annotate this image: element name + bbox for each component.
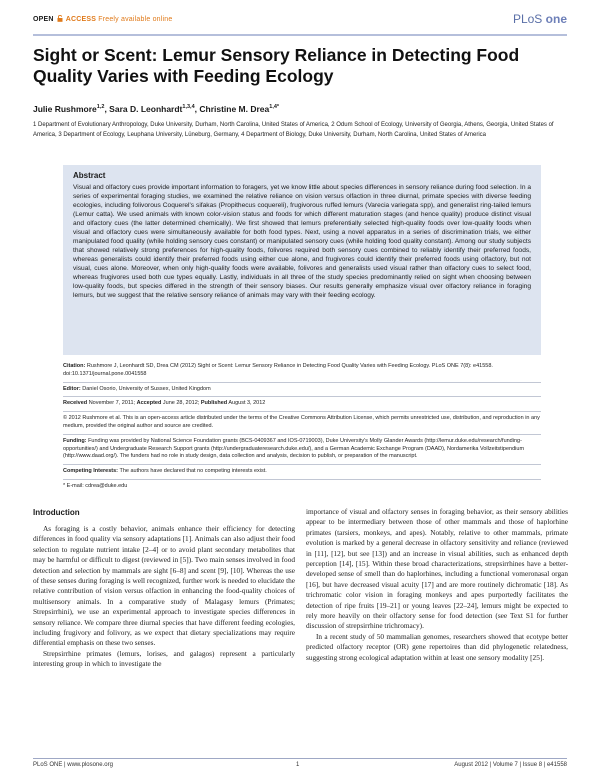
introduction-heading: Introduction [33, 508, 80, 517]
body-column-left [33, 524, 295, 670]
author-affil-sup: 1,4* [269, 104, 280, 111]
header-rule [33, 34, 567, 36]
email-block [63, 480, 541, 494]
copyright-block [63, 412, 541, 435]
editor-text: Daniel Osorio, University of Sussex, United Kingdom [82, 385, 211, 392]
logo-one-text: one [545, 12, 567, 26]
body-paragraph: importance of visual and olfactory senses in foraging behavior, as their sensory abilities appear to be intermediary between those of other mammals and those of haplorhine primates (tarsiers, monkeys, and apes). Notably, relative to other mammals, primate evolution is marked by a general decrease in olfactory sensitivity and reliance (reviewed in [11], [12], but see [13]) and an increase in visual abilities, such as enhanced depth perception [14], [15]. Within these broad characterizations, strepsirrhines have a better-developed sense of smell than do haplorhines, including a functional vomeronasal organ [16], but have decreased visual acuity [17] and are more routinely dichromatic [18]. As trichromatic color vision in foraging monkeys and apes purportedly facilitates the detection of ripe fruits [19–21] or young leaves [22–24], lemurs might be expected to rely more heavily on their olfactory sense for food detection (see Text S1 for further discussion of strepsirrhine trichromacy). [306, 507, 568, 631]
competing-interests-label: Competing Interests: [63, 468, 119, 475]
accepted-label: Accepted [136, 400, 162, 407]
access-label: ACCESS [65, 16, 97, 23]
copyright-text: © 2012 Rushmore et al. This is an open-access article distributed under the terms of the Creative Commons Attribution License, which permits unrestricted use, distribution, and reproduction in any medium, provided the original author and source are credited. [63, 415, 540, 429]
editor-label: Editor: [63, 385, 81, 392]
abstract-box [63, 165, 541, 355]
logo-plos-text: PLoS [512, 12, 543, 26]
funding-text: Funding was provided by National Science Foundation grants (BCS-0409367 and IOS-0719003), Duke University's Molly Glander Awards (http://lemur.duke.edu/research/funding-opportunities/) and Undergraduate Research Support grants (http://undergraduateresearch.duke.edu/), and a German Academic Exchange Program (DAAD), Nordamerika Vollzeitstipendium (http://www.daad.org/). The funders had no role in study design, data collection and analysis, decision to publish, or preparation of the manuscript. [63, 437, 525, 460]
author-affil-sup: 1,3,4 [182, 104, 195, 111]
plos-one-logo [513, 12, 567, 26]
open-label: OPEN [33, 16, 54, 23]
body-paragraph: As foraging is a costly behavior, animals enhance their efficiency for detecting differences in food quality via sensory adaptations [1]. Animals can also adjust their food selection to regulate nutrient intake [2–4] or to avoid plant secondary metabolites that may be harmful or difficult to digest (reviewed in [5]). Two main senses involved in food detection and selection by mammals are sight [6–8] and scent [9], [10]. Whereas the use of these senses during foraging is well recognized, further work is needed to elucidate the relative contribution of vision versus olfaction in enhancing the food-quality choices of multisensory animals. In a comparative study of Malagasy lemurs (Primates; Strepsirrhini), we use an experimental approach to investigate species differences in sensory reliance. We compare three diurnal species that have different feeding ecologies, including frugivory and folivory, as we expect that dietary specializations may require differential emphasis on these two senses. [33, 524, 295, 648]
published-date: August 3, 2012 [228, 400, 266, 407]
author-name: Christine M. Drea [199, 104, 270, 114]
competing-interests-block [63, 465, 541, 480]
abstract-text: Visual and olfactory cues provide important information to foragers, yet we know little about species differences in sensory reliance during food selection. In a series of experimental foraging studies, we examined the relative reliance on vision versus olfaction in three diurnal, primate species with diverse feeding ecologies, including folivorous Coquerel's sifakas (Propithecus coquereli), frugivorous ruffed lemurs (Varecia variegata spp), and generalist ring-tailed lemurs (Lemur catta). We used animals with known color-vision status and foods for which different maturation stages (and hence quality) produce distinct visual and olfactory cues (the latter determined chemically). We first showed that lemurs preferentially selected high-quality foods over low-quality foods when visual and olfactory cues were simultaneously available for both food types. Next, using a novel apparatus in a series of discrimination trials, we either manipulated food quality (while holding sensory cues constant) or manipulated sensory cues (while holding food quality constant). Among our study subjects that showed relatively strong preferences for high-quality foods, folivores required both sensory cues combined to reliably identify their preferred foods, whereas generalists could identify their preferred foods using either cue alone, and frugivores could identify their preferred foods using olfactory, but not visual, cues alone. Moreover, when only high-quality foods were available, folivores and generalists used visual rather than olfactory cues to select food, whereas frugivores used both cue types equally. Lastly, individuals in all three of the study species predominantly relied on sight when choosing between low-quality foods, but species differed in the strength of their sensory biases. Our results generally emphasize visual over olfactory reliance in foraging lemurs, but we suggest that the relative sensory reliance of animals may vary with their feeding ecology. [73, 184, 531, 299]
body-column-right [306, 507, 568, 663]
citation-block [63, 360, 541, 383]
abstract-heading: Abstract [73, 171, 106, 180]
dates-block [63, 397, 541, 412]
footer-page-number: 1 [296, 762, 300, 768]
citation-text: Rushmore J, Leonhardt SD, Drea CM (2012) Sight or Scent: Lemur Sensory Reliance in Detecting Food Quality Varies with Feeding Ecology. PLoS ONE 7(8): e41558. doi:10.1371/journal.pone.0041558 [63, 363, 493, 377]
author-affil-sup: 1,2 [96, 104, 105, 111]
footer-issue: August 2012 | Volume 7 | Issue 8 | e41558 [454, 762, 567, 768]
funding-label: Funding: [63, 437, 87, 444]
editor-block [63, 383, 541, 398]
affiliations: 1 Department of Evolutionary Anthropology, Duke University, Durham, North Carolina, United States of America, 2 Odum School of Ecology, University of Georgia, Athens, Georgia, United States of America, 3 Department of Ecology, Leuphana University, Lüneburg, Germany, 4 Department of Biology, Duke University, Durham, North Carolina, United States of America [33, 122, 554, 138]
body-paragraph: In a recent study of 50 mammalian genomes, researchers showed that ecotype better predicted olfactory receptor (OR) gene repertoires than did phylogenetic relatedness, suggesting strong ecological adaptation within at least one sensory modality [25]. [306, 631, 568, 662]
competing-interests-text: The authors have declared that no competing interests exist. [119, 468, 267, 475]
article-metadata [63, 360, 541, 494]
open-access-lock-icon [57, 15, 63, 22]
accepted-date: June 28, 2012; [162, 400, 200, 407]
footer-journal: PLoS ONE | www.plosone.org [33, 762, 113, 768]
published-label: Published [200, 400, 228, 407]
freely-available-label: Freely available online [98, 16, 173, 23]
corresponding-email: * E-mail: cdrea@duke.edu [63, 482, 128, 489]
author-name: Sara D. Leonhardt [109, 104, 183, 114]
body-paragraph: Strepsirrhine primates (lemurs, lorises, and galagos) represent a particularly interesting group in which to investigate the [33, 648, 295, 669]
funding-block [63, 435, 541, 465]
author-name: Julie Rushmore [33, 104, 97, 114]
footer-rule [33, 758, 567, 759]
top-bar [33, 12, 567, 30]
article-title: Sight or Scent: Lemur Sensory Reliance in Detecting Food Quality Varies with Feeding Ecology [33, 45, 520, 86]
received-label: Received [63, 400, 88, 407]
open-access-banner [33, 15, 172, 23]
received-date: November 7, 2011; [88, 400, 136, 407]
citation-label: Citation: [63, 363, 86, 369]
author-list: Julie Rushmore$^{1,2}$, Sara D. Leonhardt$^{1,3,4}$, Christine M. Drea$^{1,4*}$ [33, 104, 280, 114]
